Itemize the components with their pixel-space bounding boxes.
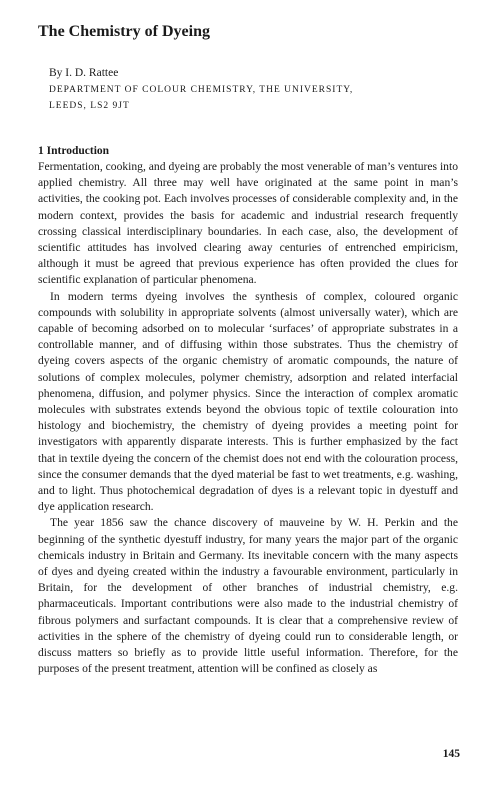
section-heading: 1 Introduction: [38, 145, 110, 157]
author-line: By I. D. Rattee: [49, 67, 119, 79]
affiliation-line-2: LEEDS, LS2 9JT: [49, 101, 130, 111]
page-number: 145: [442, 748, 460, 760]
affiliation-line-1: DEPARTMENT OF COLOUR CHEMISTRY, THE UNIVERSITY,: [49, 85, 354, 95]
paragraph-1: Fermentation, cooking, and dyeing are probably the most venerable of man’s ventures into applied chemistry. All three may well have originated at the same point in man’s activities, the cooking pot. Each involves processes of considerable complexity and, in the modern context, provides the basis for academic and industrial research frequently crossing classical interdisciplinary boundaries. In each case, also, the development of scientific attitudes has involved clearing away centuries of entrenched empiricism, although it must be agreed that previous experience has often provided the clues for scientific explanation of particular phenomena.: [38, 160, 458, 287]
section-body: [38, 159, 458, 678]
article-title: The Chemistry of Dyeing: [38, 23, 210, 40]
article-page: [38, 22, 458, 678]
paragraph-2: In modern terms dyeing involves the synthesis of complex, coloured organic compounds with solubility in appropriate solvents (almost universally water), which are capable of becoming adsorbed on to molecular ‘surfaces’ of appropriate substrates in a controllable manner, and of diffusing within those substrates. Thus the chemistry of dyeing covers aspects of the organic chemistry of aromatic compounds, the nature of solutions of complex molecules, polymer chemistry, adsorption and related interfacial phenomena, diffusion, and polymer physics. Since the interaction of complex aromatic molecules with substrates extends beyond the obvious topic of textile colouration into histology and biochemistry, the chemistry of dyeing provides a meeting point for investigators with apparently disparate interests. This is further emphasized by the fact that in textile dyeing the concern of the chemist does not end with the colouration process, since the consumer demands that the dyed material be fast to wet treatments, e.g. washing, and to light. Thus photochemical degradation of dyes is a relevant topic in dyestuff and dye application research.: [38, 289, 458, 514]
paragraph-3: The year 1856 saw the chance discovery of mauveine by W. H. Perkin and the beginning of the synthetic dyestuff industry, for many years the major part of the organic chemicals industry in Britain and Germany. Its inevitable concern with the many aspects of dyes and dyeing created within the industry a favourable environment, particularly in Britain, for the development of other branches of industrial chemistry, e.g. pharmaceuticals. Important contributions were also made to the industrial chemistry of fibrous polymers and surfactant compounds. It is clear that a comprehensive review of activities in the sphere of the chemistry of dyeing could run to considerable length, or discuss matters so briefly as to provide little useful information. Therefore, for the purposes of the present treatment, attention will be confined as closely as: [38, 516, 458, 676]
